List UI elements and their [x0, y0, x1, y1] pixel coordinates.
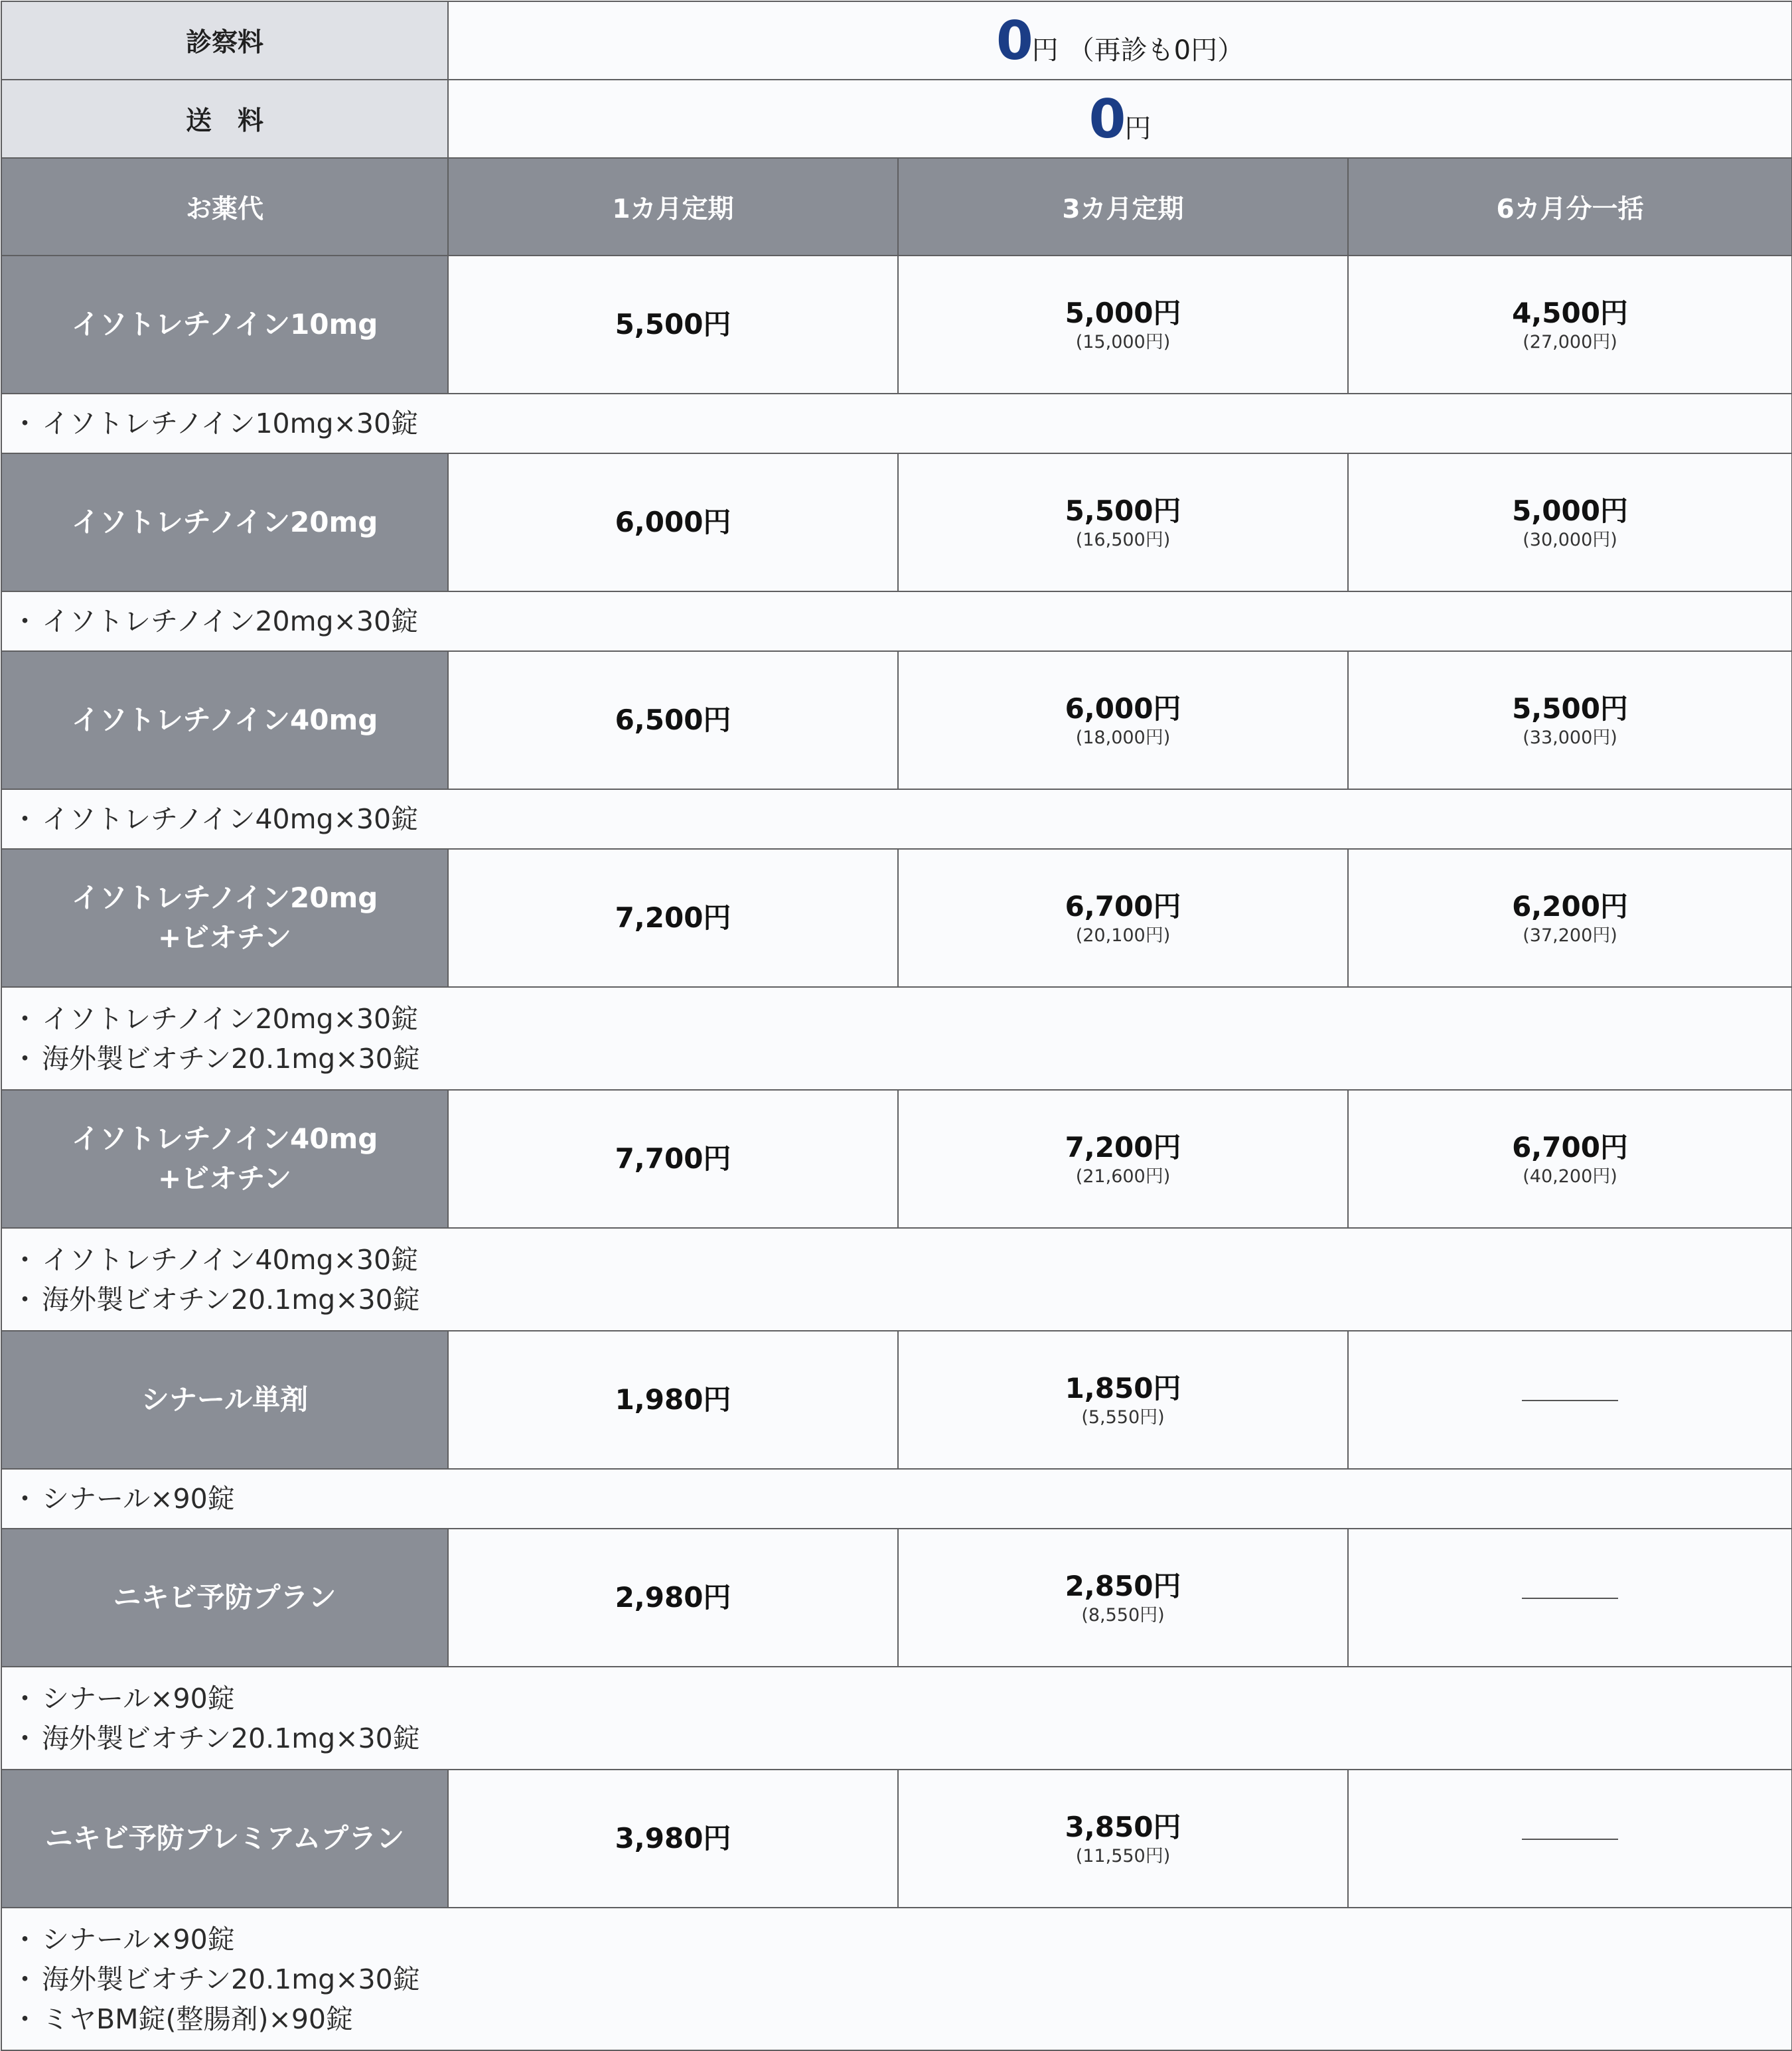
drug-contents-item: ・ イソトレチノイン10mg×30錠 — [42, 404, 1791, 443]
drug-contents-item: ・ イソトレチノイン40mg×30錠 — [42, 799, 1791, 839]
price-3-month — [898, 1770, 1348, 1908]
price-3-month — [898, 1331, 1348, 1469]
drug-name — [1, 453, 448, 591]
price-6-month-amount: 4,500円 — [1512, 297, 1628, 329]
drug-name — [1, 849, 448, 987]
price-1-month — [448, 256, 898, 394]
drug-row — [1, 1090, 1792, 1228]
price-3-month-total: (8,550円) — [1081, 1605, 1165, 1626]
drug-name-line: シナール単剤 — [141, 1383, 309, 1416]
drug-contents — [1, 1667, 1792, 1770]
price-table — [1, 1, 1792, 2051]
shipping-fee-value — [448, 80, 1792, 158]
price-1-month-amount: 5,500円 — [615, 308, 731, 341]
price-1-month-amount: 3,980円 — [615, 1822, 731, 1855]
drug-name-line: イソトレチノイン40mg — [71, 1122, 378, 1155]
price-3-month-amount: 1,850円 — [1065, 1372, 1181, 1405]
drug-contents — [1, 1469, 1792, 1529]
drug-contents — [1, 987, 1792, 1090]
price-3-month — [898, 453, 1348, 591]
price-6-month — [1348, 1090, 1792, 1228]
price-3-month-amount: 6,000円 — [1065, 692, 1181, 725]
shipping-fee-amount: 0 — [1088, 88, 1125, 150]
shipping-fee-unit: 円 — [1124, 113, 1152, 144]
price-1-month — [448, 1770, 898, 1908]
price-1-month-amount: 6,000円 — [615, 506, 731, 538]
price-6-month-total: (27,000円) — [1523, 332, 1617, 352]
drug-contents-item: ・ 海外製ビオチン20.1mg×30錠 — [42, 1280, 1791, 1320]
drug-name-line: イソトレチノイン20mg — [71, 506, 378, 538]
price-6-month — [1348, 1529, 1792, 1667]
drug-contents-row — [1, 1469, 1792, 1529]
price-3-month — [898, 256, 1348, 394]
drug-contents-item: ・ シナール×90錠 — [42, 1479, 1791, 1519]
price-3-month-total: (5,550円) — [1081, 1407, 1165, 1428]
consultation-fee-value — [448, 1, 1792, 80]
shipping-fee-row — [1, 80, 1792, 158]
price-1-month — [448, 1090, 898, 1228]
consultation-fee-unit: 円 — [1031, 35, 1059, 66]
price-3-month-amount: 7,200円 — [1065, 1131, 1181, 1164]
drug-contents-item: ・ 海外製ビオチン20.1mg×30錠 — [42, 1959, 1791, 1999]
drug-contents — [1, 1228, 1792, 1331]
price-3-month-amount: 6,700円 — [1065, 890, 1181, 923]
price-3-month-total: (15,000円) — [1075, 332, 1171, 352]
price-6-month-total: (33,000円) — [1523, 727, 1617, 748]
price-6-month-amount: 6,200円 — [1512, 890, 1628, 923]
drug-contents-row — [1, 1667, 1792, 1770]
price-3-month-total: (11,550円) — [1075, 1846, 1171, 1866]
drug-name — [1, 1090, 448, 1228]
price-6-month — [1348, 256, 1792, 394]
price-6-month-amount: 5,000円 — [1512, 494, 1628, 527]
drug-name — [1, 1331, 448, 1469]
drug-contents-row — [1, 1908, 1792, 2050]
price-6-month — [1348, 651, 1792, 789]
consultation-fee-label: 診察料 — [1, 1, 448, 80]
drug-contents-row — [1, 789, 1792, 849]
drug-contents — [1, 394, 1792, 453]
price-1-month-amount: 1,980円 — [615, 1383, 731, 1416]
drug-name-line: イソトレチノイン40mg — [71, 704, 378, 736]
price-1-month — [448, 651, 898, 789]
drug-name — [1, 651, 448, 789]
drug-contents-row — [1, 987, 1792, 1090]
not-available-dash — [1522, 1839, 1618, 1840]
price-6-month — [1348, 453, 1792, 591]
drug-row — [1, 849, 1792, 987]
price-6-month — [1348, 849, 1792, 987]
price-3-month-total: (18,000円) — [1075, 727, 1171, 748]
price-3-month-amount: 5,500円 — [1065, 494, 1181, 527]
drug-contents-item: ・ イソトレチノイン20mg×30錠 — [42, 999, 1791, 1039]
drug-name-line: +ビオチン — [157, 921, 292, 954]
drug-name-line: +ビオチン — [157, 1162, 292, 1195]
drug-row — [1, 453, 1792, 591]
drug-name-line: イソトレチノイン10mg — [71, 308, 378, 341]
price-3-month — [898, 1529, 1348, 1667]
drug-row — [1, 1529, 1792, 1667]
price-3-month — [898, 849, 1348, 987]
drug-contents — [1, 789, 1792, 849]
price-6-month-total: (40,200円) — [1523, 1166, 1617, 1187]
price-3-month — [898, 1090, 1348, 1228]
drug-row — [1, 651, 1792, 789]
drug-contents — [1, 591, 1792, 651]
drug-name — [1, 256, 448, 394]
consultation-fee-row — [1, 1, 1792, 80]
price-6-month-amount: 5,500円 — [1512, 692, 1628, 725]
drug-name — [1, 1770, 448, 1908]
price-3-month-amount: 3,850円 — [1065, 1811, 1181, 1843]
header-plan-1-month: 1カ月定期 — [448, 158, 898, 256]
drug-contents-row — [1, 394, 1792, 453]
price-3-month-total: (20,100円) — [1075, 925, 1171, 946]
drug-contents-item: ・ ミヤBM錠(整腸剤)×90錠 — [42, 1999, 1791, 2039]
price-1-month — [448, 1331, 898, 1469]
price-6-month — [1348, 1331, 1792, 1469]
drug-contents-item: ・ イソトレチノイン20mg×30錠 — [42, 601, 1791, 641]
price-1-month — [448, 849, 898, 987]
price-1-month-amount: 7,700円 — [615, 1142, 731, 1175]
drug-name-line: ニキビ予防プレミアムプラン — [44, 1822, 405, 1855]
price-3-month-amount: 5,000円 — [1065, 297, 1181, 329]
not-available-dash — [1522, 1400, 1618, 1401]
drug-row — [1, 1331, 1792, 1469]
consultation-fee-amount: 0 — [996, 9, 1032, 72]
drug-row — [1, 256, 1792, 394]
drug-name-line: イソトレチノイン20mg — [71, 881, 378, 914]
price-6-month-amount: 6,700円 — [1512, 1131, 1628, 1164]
drug-contents-item: ・ 海外製ビオチン20.1mg×30錠 — [42, 1718, 1791, 1758]
price-1-month-amount: 6,500円 — [615, 704, 731, 736]
shipping-fee-label: 送 料 — [1, 80, 448, 158]
price-3-month-total: (21,600円) — [1075, 1166, 1171, 1187]
not-available-dash — [1522, 1598, 1618, 1599]
drug-name-line: ニキビ予防プラン — [113, 1581, 336, 1614]
drug-row — [1, 1770, 1792, 1908]
price-3-month — [898, 651, 1348, 789]
price-3-month-total: (16,500円) — [1075, 530, 1171, 550]
price-3-month-amount: 2,850円 — [1065, 1570, 1181, 1602]
drug-contents-item: ・ 海外製ビオチン20.1mg×30錠 — [42, 1039, 1791, 1079]
price-6-month — [1348, 1770, 1792, 1908]
price-1-month-amount: 2,980円 — [615, 1581, 731, 1614]
price-1-month — [448, 1529, 898, 1667]
drug-contents-row — [1, 1228, 1792, 1331]
drug-name — [1, 1529, 448, 1667]
consultation-fee-note: （再診も0円） — [1067, 35, 1244, 66]
price-6-month-total: (37,200円) — [1523, 925, 1617, 946]
price-6-month-total: (30,000円) — [1523, 530, 1617, 550]
drug-contents-row — [1, 591, 1792, 651]
drug-contents-item: ・ イソトレチノイン40mg×30錠 — [42, 1240, 1791, 1280]
header-drug-column: お薬代 — [1, 158, 448, 256]
table-header-row — [1, 158, 1792, 256]
drug-contents-item: ・ シナール×90錠 — [42, 1679, 1791, 1718]
drug-contents — [1, 1908, 1792, 2050]
drug-contents-item: ・ シナール×90錠 — [42, 1920, 1791, 1959]
price-1-month-amount: 7,200円 — [615, 901, 731, 934]
price-1-month — [448, 453, 898, 591]
header-plan-3-month: 3カ月定期 — [898, 158, 1348, 256]
header-plan-6-month: 6カ月分一括 — [1348, 158, 1792, 256]
